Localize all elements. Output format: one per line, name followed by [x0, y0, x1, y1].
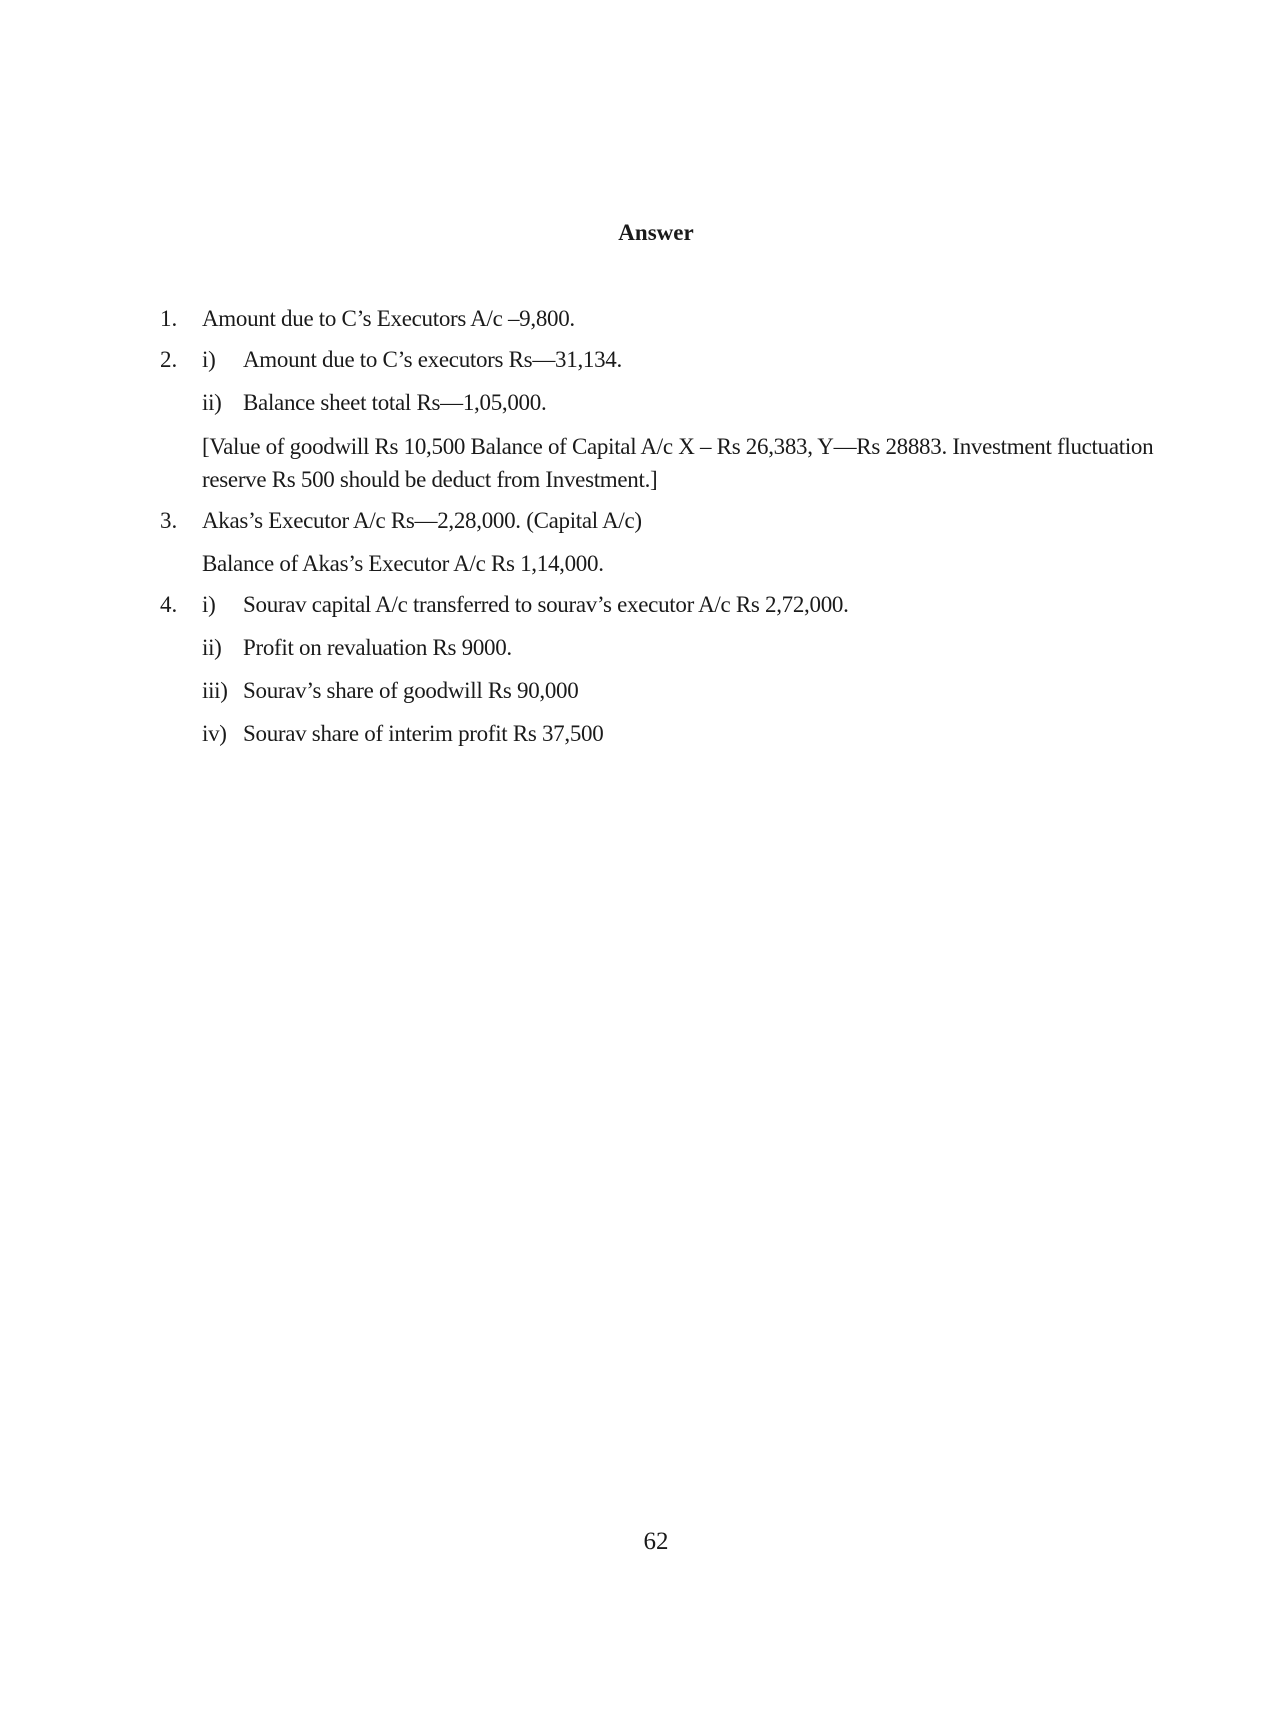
- item-number: 2.: [160, 347, 178, 372]
- sub-item-roman: iv): [202, 721, 227, 746]
- sub-item-roman: ii): [202, 390, 222, 415]
- item-number: 1.: [160, 306, 178, 331]
- sub-item-text: Profit on revaluation Rs 9000.: [243, 635, 512, 660]
- item-text: Akas’s Executor A/c Rs—2,28,000. (Capital A/c): [202, 508, 642, 533]
- item-continuation: Balance of Akas’s Executor A/c Rs 1,14,000.: [202, 551, 604, 576]
- answer-heading: Answer: [618, 220, 694, 245]
- sub-item-roman: i): [202, 347, 216, 372]
- sub-item-text: Sourav’s share of goodwill Rs 90,000: [243, 678, 579, 703]
- sub-item-text: Sourav share of interim profit Rs 37,500: [243, 721, 604, 746]
- sub-item-text: Amount due to C’s executors Rs—31,134.: [243, 347, 622, 372]
- page-number: 62: [643, 1528, 669, 1555]
- item-number: 4.: [160, 592, 178, 617]
- item-number: 3.: [160, 508, 178, 533]
- sub-item-roman: i): [202, 592, 216, 617]
- sub-item-roman: iii): [202, 678, 228, 703]
- sub-item-text: Sourav capital A/c transferred to sourav’s executor A/c Rs 2,72,000.: [243, 592, 849, 617]
- item-text: Amount due to C’s Executors A/c –9,800.: [202, 306, 575, 331]
- sub-item-roman: ii): [202, 635, 222, 660]
- item-note: [Value of goodwill Rs 10,500 Balance of Capital A/c X – Rs 26,383, Y—Rs 28883. Investment fluctuation reserve Rs 500 should be deduct from Investment.]: [202, 434, 1154, 492]
- sub-item-text: Balance sheet total Rs—1,05,000.: [243, 390, 547, 415]
